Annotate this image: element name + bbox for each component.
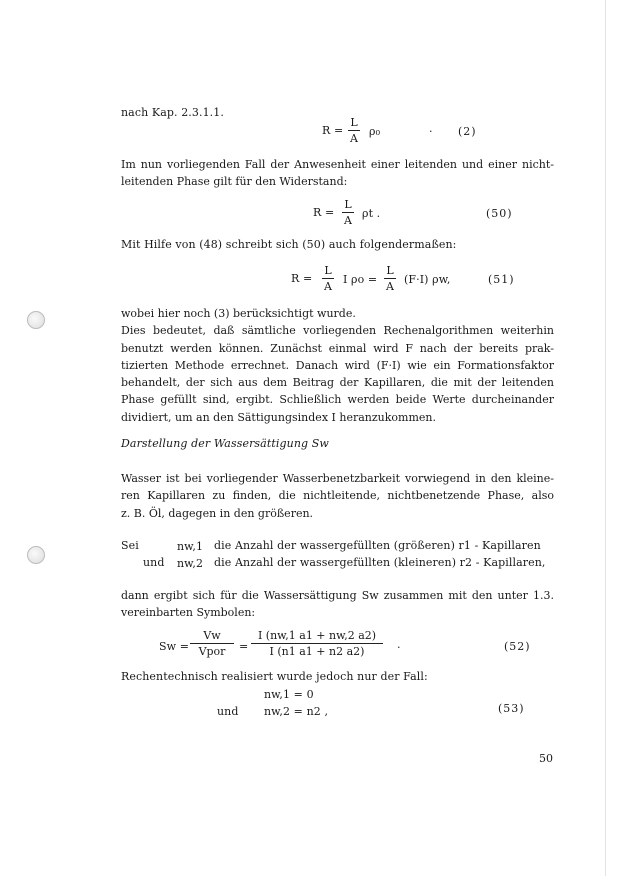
intro-text: nach Kap. 2.3.1.1. [121,106,224,119]
eq50-num: L [344,198,352,211]
def-1-text: die Anzahl der wassergefüllten (größeren) r1 - Kapillaren [214,539,541,552]
eq50-rhs: ρt . [362,207,381,220]
eq52-equals: = [239,640,249,653]
def-1-symbol: nw,1 [177,540,204,553]
eq50-number: (50) [486,207,513,220]
eq51-num1: L [324,264,332,277]
eq2-number: (2) [458,125,477,138]
paragraph-1-line: Im nun vorliegenden Fall der Anwesenheit einer leitenden und einer nicht- [121,158,554,171]
eq51-lhs: R = [291,272,313,285]
eq51-number: (51) [488,273,515,286]
eq51-mid: I ρo = [343,273,378,286]
paragraph-3 [121,305,554,426]
eq2-den: A [350,132,358,145]
def-2-prefix: und [143,556,165,569]
eq52-fraction-2 [251,629,383,658]
paragraph-5-line: dann ergibt sich für die Wassersättigung Sw zusammen mit den unter 1.3. [121,589,554,602]
eq53-line-2: nw,2 = n2 , [264,705,329,718]
eq2-rhs: ρ₀ [369,125,381,138]
paragraph-6: Rechentechnisch realisiert wurde jedoch nur der Fall: [121,670,428,683]
eq52-fraction-1 [190,629,234,658]
paragraph-2: Mit Hilfe von (48) schreibt sich (50) auch folgendermaßen: [121,238,457,251]
punch-hole [27,546,45,564]
def-2-text: die Anzahl der wassergefüllten (kleineren) r2 - Kapillaren, [214,556,546,569]
eq52-num1: Vw [203,629,221,642]
punch-hole [27,311,45,329]
section-heading: Darstellung der Wassersättigung Sw [121,437,329,450]
paragraph-3-line: tizierten Methode errechnet. Danach wird (F·I) wie ein Formationsfaktor [121,358,554,372]
eq2-dot: . [429,122,433,135]
eq2-num: L [350,116,358,129]
eq52-den2: I (n1 a1 + n2 a2) [269,645,365,658]
eq53-number: (53) [498,702,525,715]
eq52-num2: I (nw,1 a1 + nw,2 a2) [257,629,377,642]
eq2-lhs: R = [322,124,344,137]
eq51-den1: A [324,280,332,293]
eq50-fraction [342,198,354,227]
eq51-den2: A [386,280,394,293]
eq52-lhs: Sw = [159,640,190,653]
paragraph-4 [121,470,554,522]
eq52-number: (52) [504,640,531,653]
eq51-num2: L [386,264,394,277]
paragraph-3-line: Phase gefüllt sind, ergibt. Schließlich werden beide Werte durcheinander [121,393,554,407]
page-number: 50 [539,752,553,765]
eq50-den: A [344,214,352,227]
eq51-fraction-2 [384,264,396,293]
paragraph-3-line: behandelt, der sich aus dem Beitrag der Kapillaren, die mit der leitenden [121,376,554,390]
eq53-prefix: und [217,705,239,718]
paragraph-3-line: dividiert, um an den Sättigungsindex I heranzukommen. [121,410,436,424]
paragraph-5 [121,587,554,622]
def-2-symbol: nw,2 [177,557,204,570]
paragraph-3-line: wobei hier noch (3) berücksichtigt wurde. [121,307,356,320]
eq52-den1: Vpor [198,645,226,658]
eq2-fraction [348,116,360,145]
page-edge [605,0,606,876]
eq52-dot: . [397,638,401,651]
paragraph-1-line: leitenden Phase gilt für den Widerstand: [121,175,348,189]
eq51-rhs: (F·I) ρw, [404,273,451,286]
paragraph-1 [121,156,554,191]
eq50-lhs: R = [313,206,335,219]
paragraph-3-line: benutzt werden können. Zunächst einmal wird F nach der bereits prak- [121,341,554,355]
paragraph-5-line: vereinbarten Symbolen: [121,606,256,620]
paragraph-4-line: z. B. Öl, dagegen in den größeren. [121,506,314,520]
paragraph-4-line: Wasser ist bei vorliegender Wasserbenetzbarkeit vorwiegend in den kleine- [121,472,554,485]
paragraph-3-line: Dies bedeutet, daß sämtliche vorliegenden Rechenalgorithmen weiterhin [121,324,554,338]
paragraph-4-line: ren Kapillaren zu finden, die nichtleitende, nichtbenetzende Phase, also [121,489,554,503]
eq51-fraction-1 [322,264,334,293]
eq53-line-1: nw,1 = 0 [264,688,314,701]
def-1-prefix: Sei [121,539,139,552]
